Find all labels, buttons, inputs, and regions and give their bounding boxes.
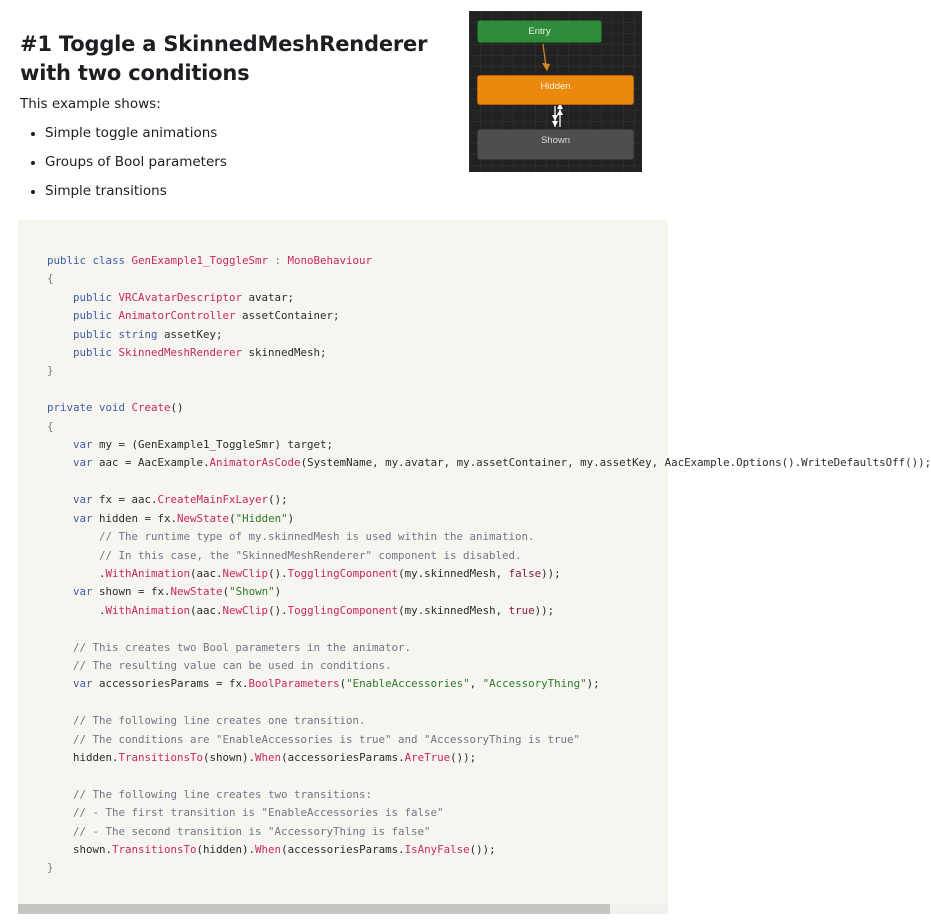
code-token	[47, 328, 73, 341]
code-token: avatar;	[242, 290, 295, 304]
code-token: (	[339, 677, 347, 691]
code-line	[47, 456, 931, 469]
code-line	[47, 401, 184, 414]
entry-node: Entry	[477, 20, 602, 43]
code-token: .	[47, 566, 106, 580]
code-token: (shown).	[203, 750, 256, 764]
code-token	[47, 585, 73, 598]
section-title: #1 Toggle a SkinnedMeshRenderer with two conditions	[20, 32, 428, 85]
code-token: public	[73, 346, 119, 360]
code-token: fx = aac.	[92, 493, 158, 507]
code-line	[47, 291, 294, 304]
code-token: }	[47, 861, 54, 875]
code-token	[47, 456, 73, 469]
code-line	[47, 364, 54, 377]
code-token: AnimatorAsCode	[209, 456, 301, 470]
code-token: AnimatorController	[118, 309, 236, 323]
code-token: public string	[73, 327, 158, 341]
code-token: ));	[541, 566, 561, 580]
code-token: public	[73, 309, 119, 323]
code-token: false	[508, 566, 542, 580]
code-line	[47, 641, 411, 654]
code-token: aac = AacExample.	[92, 456, 210, 470]
code-token: }	[47, 364, 54, 378]
code-token: assetContainer;	[235, 309, 340, 323]
shown-state-node: Shown	[477, 129, 634, 160]
code-token: // The following line creates two transitions:	[47, 787, 373, 801]
code-line	[47, 806, 444, 819]
code-token: // The runtime type of my.skinnedMesh is used within the animation.	[47, 530, 535, 544]
code-token: (	[222, 585, 230, 599]
code-line	[47, 659, 392, 672]
code-token: (accessoriesParams.	[281, 750, 405, 764]
code-token: hidden.	[47, 750, 119, 764]
code-token: TogglingComponent	[287, 603, 399, 617]
code-line	[47, 861, 54, 874]
code-token: When	[255, 750, 282, 764]
code-token: public	[73, 290, 119, 304]
animator-graph-image	[469, 11, 642, 172]
code-token: my = (GenExample1_ToggleSmr) target;	[92, 438, 334, 452]
code-token: ().	[268, 603, 288, 617]
code-token: ());	[450, 750, 477, 764]
code-line	[47, 714, 366, 727]
code-token: NewState	[170, 585, 223, 599]
code-token: TransitionsTo	[112, 843, 197, 856]
code-token: public class	[47, 254, 132, 267]
code-token	[47, 346, 73, 359]
code-token: NewClip	[222, 566, 269, 580]
code-token: skinnedMesh;	[242, 346, 327, 360]
code-token: MonoBehaviour	[287, 254, 373, 267]
code-token: TransitionsTo	[118, 750, 204, 764]
code-token: shown.	[47, 843, 113, 856]
code-token: ,	[469, 677, 483, 691]
code-token: {	[47, 419, 54, 433]
code-token	[47, 438, 73, 451]
code-token: hidden = fx.	[92, 511, 178, 525]
code-line	[47, 438, 333, 451]
feature-list	[20, 122, 227, 209]
code-line	[47, 733, 580, 746]
code-token: BoolParameters	[248, 677, 340, 691]
code-token: Create	[131, 401, 171, 415]
code-line	[47, 751, 476, 764]
code-token: (my.skinnedMesh,	[398, 566, 509, 580]
code-token	[47, 512, 73, 525]
code-token: {	[47, 272, 54, 286]
code-token: assetKey;	[157, 327, 223, 341]
code-token: (SystemName, my.avatar, my.assetContainer, my.assetKey, AacExample.Options().WriteDefaultsOff());	[300, 456, 931, 470]
code-line	[47, 346, 327, 359]
code-token: var	[73, 677, 93, 691]
code-line	[47, 677, 600, 690]
code-token: )	[287, 511, 295, 525]
code-line	[47, 530, 535, 543]
code-line	[47, 585, 281, 598]
code-token: // The following line creates one transition.	[47, 714, 366, 728]
code-token: NewState	[177, 511, 230, 525]
code-token: // The resulting value can be used in conditions.	[47, 658, 392, 672]
code-token: var	[73, 438, 93, 452]
code-block	[18, 220, 931, 904]
code-token: When	[255, 843, 282, 856]
code-token: SkinnedMeshRenderer	[118, 346, 243, 360]
code-token	[47, 677, 73, 690]
code-line	[47, 328, 223, 341]
code-line	[47, 825, 431, 838]
list-item: • Simple toggle animations	[45, 122, 227, 151]
code-token: // - The first transition is "EnableAccessories is false"	[47, 806, 444, 820]
code-token: // - The second transition is "AccessoryThing is false"	[47, 824, 431, 838]
code-token: NewClip	[222, 603, 269, 617]
code-token: :	[268, 254, 288, 267]
code-token	[47, 493, 73, 506]
code-line	[47, 493, 288, 506]
code-line	[47, 567, 561, 580]
code-token: );	[586, 677, 600, 691]
code-token: "EnableAccessories"	[346, 677, 470, 691]
code-line	[47, 843, 496, 856]
code-token: VRCAvatarDescriptor	[118, 290, 243, 304]
code-line	[47, 272, 54, 285]
code-token: // This creates two Bool parameters in the animator.	[47, 640, 412, 654]
code-token: var	[73, 511, 93, 525]
code-line	[47, 254, 372, 267]
code-token: var	[73, 456, 93, 470]
horizontal-scrollbar[interactable]	[18, 904, 668, 914]
code-token: "AccessoryThing"	[482, 677, 587, 691]
code-token: "Hidden"	[235, 511, 288, 525]
code-line	[47, 788, 372, 801]
intro-text: This example shows:	[20, 96, 161, 112]
code-token: WithAnimation	[105, 603, 191, 617]
code-line	[47, 604, 554, 617]
code-token: private void	[47, 401, 132, 415]
code-token	[47, 291, 73, 304]
code-token	[47, 309, 73, 322]
code-text	[47, 252, 931, 878]
code-token: (my.skinnedMesh,	[398, 603, 509, 617]
code-token: // In this case, the "SkinnedMeshRenderer" component is disabled.	[47, 548, 522, 562]
list-item: • Simple transitions	[45, 180, 227, 209]
code-token: CreateMainFxLayer	[157, 493, 269, 507]
code-token: AreTrue	[404, 750, 451, 764]
code-token: var	[73, 493, 93, 507]
code-token: (aac.	[190, 566, 223, 580]
code-token: WithAnimation	[105, 566, 191, 580]
code-token: accessoriesParams = fx.	[92, 677, 249, 691]
hidden-state-node: Hidden	[477, 75, 634, 105]
scrollbar-thumb[interactable]	[18, 904, 610, 914]
code-token: ));	[534, 603, 555, 617]
code-line	[47, 309, 340, 322]
code-token: ().	[268, 566, 288, 580]
code-line	[47, 549, 522, 562]
code-token: var	[73, 585, 93, 599]
code-token: // The conditions are "EnableAccessories is true" and "AccessoryThing is true"	[47, 732, 581, 746]
code-token: .	[47, 603, 106, 617]
code-token: (	[229, 511, 236, 525]
list-item: • Groups of Bool parameters	[45, 151, 227, 180]
code-token: (aac.	[190, 603, 223, 617]
code-token: ());	[469, 843, 496, 856]
code-token: TogglingComponent	[287, 566, 399, 580]
code-token: shown = fx.	[92, 585, 171, 599]
code-line	[47, 512, 294, 525]
code-token: (hidden).	[196, 843, 256, 856]
code-token: GenExample1_ToggleSmr	[131, 254, 269, 267]
code-token: ()	[170, 401, 184, 415]
code-token: "Shown"	[229, 585, 275, 599]
code-token: (accessoriesParams.	[281, 843, 405, 856]
code-token: true	[508, 603, 535, 617]
code-line	[47, 420, 54, 433]
code-token: ();	[268, 493, 288, 507]
code-token: IsAnyFalse	[404, 843, 470, 856]
code-token: )	[274, 585, 282, 599]
